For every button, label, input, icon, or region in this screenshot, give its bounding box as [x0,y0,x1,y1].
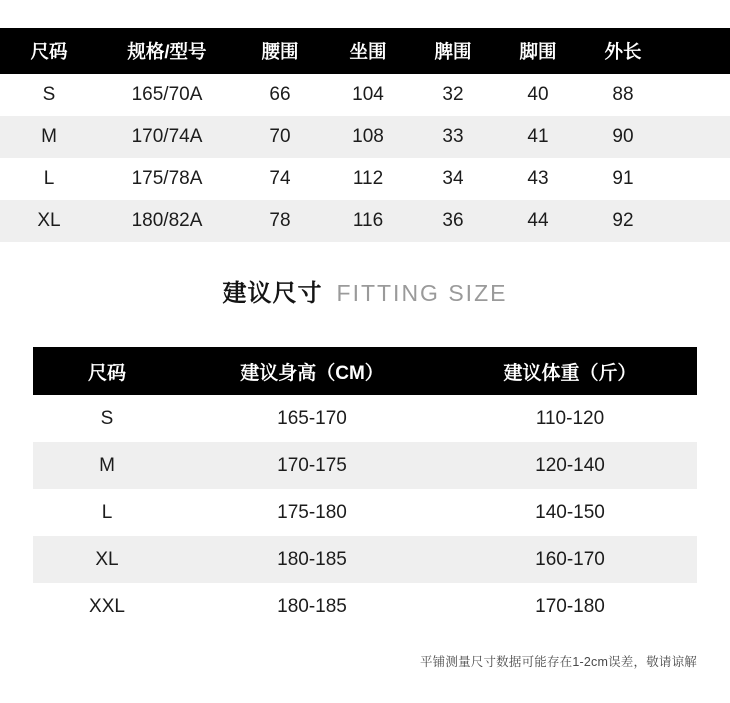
cell-model: 180/82A [98,200,236,242]
fitting-header-size: 尺码 [33,347,181,395]
cell-thigh: 32 [412,74,494,116]
cell-size: M [0,116,98,158]
table-row [0,74,730,116]
table-row [33,395,697,442]
cell-length: 88 [582,74,664,116]
cell-waist: 66 [236,74,324,116]
table-header-row [33,347,697,395]
cell-ankle: 44 [494,200,582,242]
section-heading-cn: 建议尺寸 [222,280,323,307]
cell-thigh: 33 [412,116,494,158]
cell-waist: 78 [236,200,324,242]
cell-height: 180-185 [181,583,443,630]
cell-size: S [33,395,181,442]
cell-size: M [33,442,181,489]
cell-size: L [33,489,181,536]
cell-model: 165/70A [98,74,236,116]
cell-height: 175-180 [181,489,443,536]
table-row [33,442,697,489]
cell-size: XXL [33,583,181,630]
cell-length: 90 [582,116,664,158]
cell-height: 165-170 [181,395,443,442]
measurement-disclaimer: 平铺测量尺寸数据可能存在1-2cm误差，敬请谅解 [419,655,697,669]
cell-spacer [664,200,730,242]
cell-ankle: 40 [494,74,582,116]
table-row [33,489,697,536]
cell-model: 175/78A [98,158,236,200]
cell-spacer [664,74,730,116]
spec-header-thigh: 脾围 [412,28,494,74]
cell-length: 91 [582,158,664,200]
fitting-header-height: 建议身高（CM） [181,347,443,395]
fitting-table-header [33,347,697,395]
cell-size: L [0,158,98,200]
cell-size: XL [0,200,98,242]
cell-hip: 108 [324,116,412,158]
cell-height: 170-175 [181,442,443,489]
section-heading-en: FITTING SIZE [336,280,508,306]
spec-header-spacer [664,28,730,74]
fitting-table-body [33,395,697,630]
spec-header-length: 外长 [582,28,664,74]
spec-header-model: 规格/型号 [98,28,236,74]
cell-waist: 74 [236,158,324,200]
spec-table-body [0,74,730,242]
cell-thigh: 34 [412,158,494,200]
cell-weight: 160-170 [443,536,697,583]
cell-spacer [664,158,730,200]
spec-header-waist: 腰围 [236,28,324,74]
table-row [0,116,730,158]
cell-thigh: 36 [412,200,494,242]
cell-hip: 112 [324,158,412,200]
fitting-size-table [33,347,697,630]
cell-weight: 120-140 [443,442,697,489]
table-row [33,536,697,583]
cell-length: 92 [582,200,664,242]
cell-spacer [664,116,730,158]
table-row [0,200,730,242]
cell-model: 170/74A [98,116,236,158]
cell-hip: 116 [324,200,412,242]
spec-header-hip: 坐围 [324,28,412,74]
cell-ankle: 41 [494,116,582,158]
spec-table-header [0,28,730,74]
table-row [0,158,730,200]
cell-size: XL [33,536,181,583]
spec-header-size: 尺码 [0,28,98,74]
table-row [33,583,697,630]
spec-size-table [0,28,730,242]
cell-size: S [0,74,98,116]
cell-waist: 70 [236,116,324,158]
cell-weight: 110-120 [443,395,697,442]
table-header-row [0,28,730,74]
cell-hip: 104 [324,74,412,116]
cell-height: 180-185 [181,536,443,583]
fitting-header-weight: 建议体重（斤） [443,347,697,395]
cell-weight: 140-150 [443,489,697,536]
section-heading [0,273,730,308]
spec-header-ankle: 脚围 [494,28,582,74]
cell-weight: 170-180 [443,583,697,630]
cell-ankle: 43 [494,158,582,200]
